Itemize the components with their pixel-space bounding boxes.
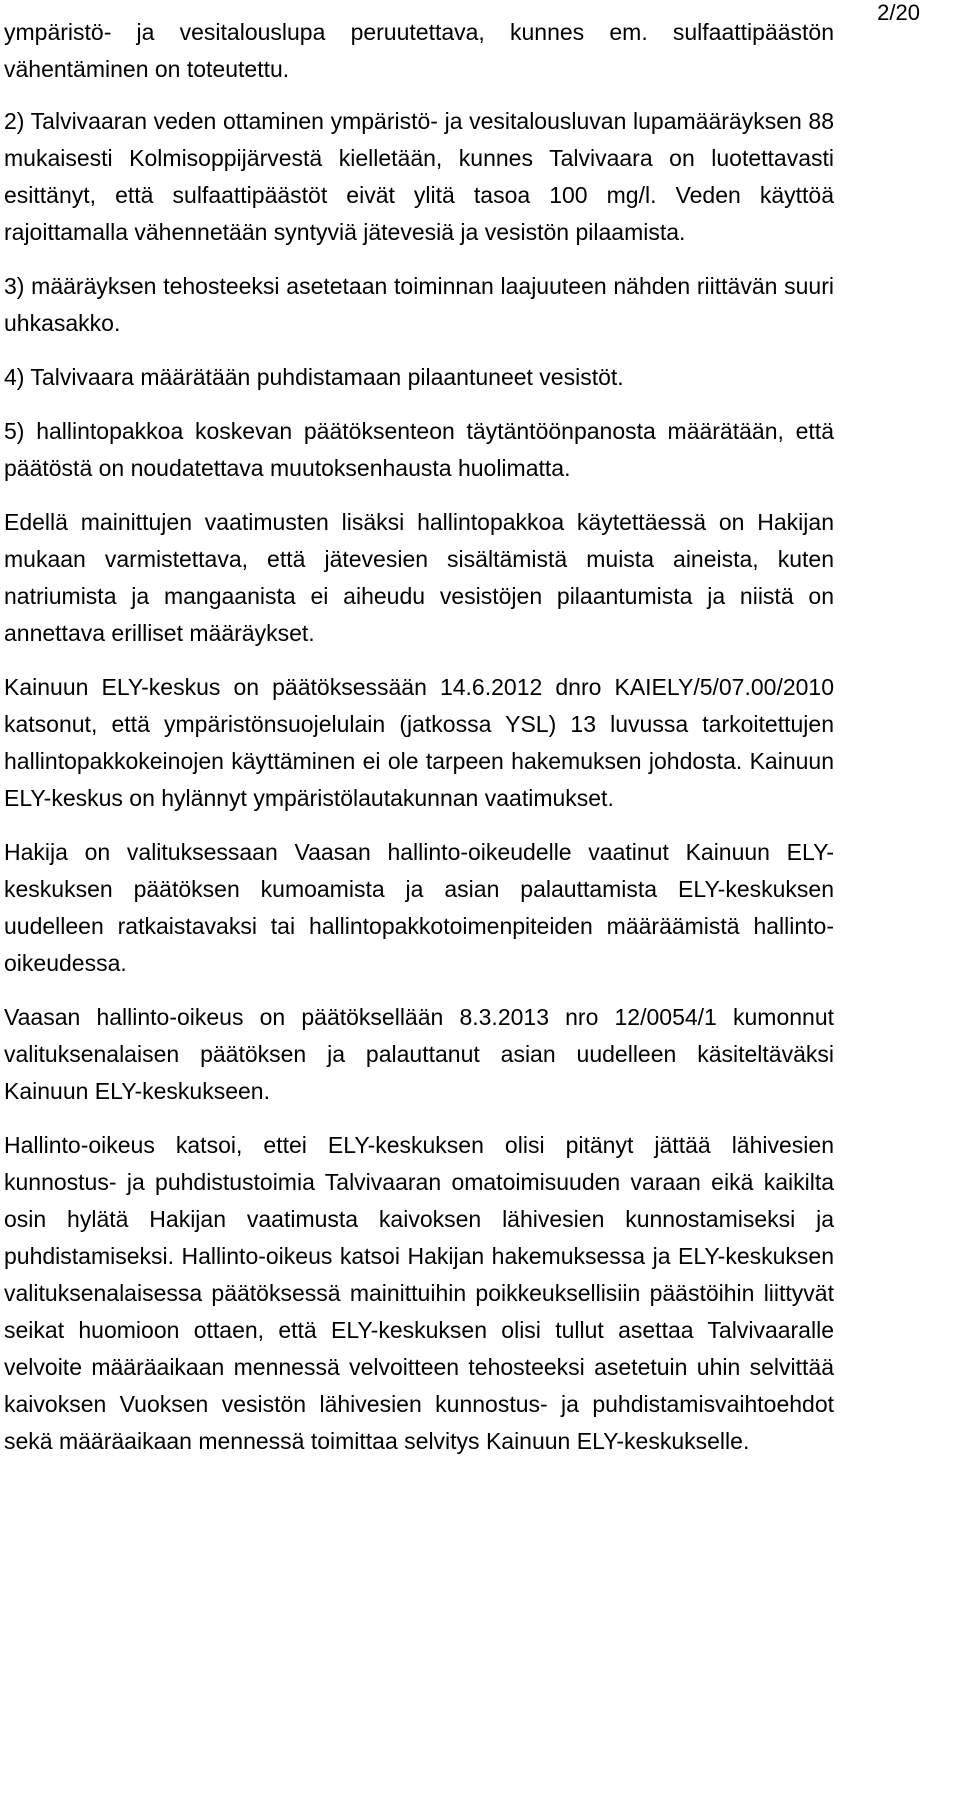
document-body — [4, 14, 834, 1460]
paragraph-lupa-continuation: ympäristö- ja vesitalouslupa peruutettava, kunnes em. sulfaattipäästön vähentäminen on toteutettu. — [4, 19, 834, 82]
paragraph-item-2: 2) Talvivaaran veden ottaminen ympäristö- ja vesitalousluvan lupamääräyksen 88 mukaisesti Kolmisoppijärvestä kielletään, kunnes Talvivaara on luotettavasti esittänyt, että sulfaattipäästöt eivät ylitä tasoa 100 mg/l. Veden käyttöä rajoittamalla vähennetään syntyviä jätevesiä ja vesistön pilaamista. — [4, 108, 834, 245]
paragraph-court-decision: Vaasan hallinto-oikeus on päätöksellään 8.3.2013 nro 12/0054/1 kumonnut valituksenalaisen päätöksen ja palauttanut asian uudelleen käsiteltäväksi Kainuun ELY-keskukseen. — [4, 1004, 834, 1104]
paragraph-ely-decision: Kainuun ELY-keskus on päätöksessään 14.6.2012 dnro KAIELY/5/07.00/2010 katsonut, että ympäristönsuojelulain (jatkossa YSL) 13 luvussa tarkoitettujen hallintopakkokeinojen käyttäminen ei ole tarpeen hakemuksen johdosta. Kainuun ELY-keskus on hylännyt ympäristölautakunnan vaatimukset. — [4, 674, 834, 811]
paragraph-item-4: 4) Talvivaara määrätään puhdistamaan pilaantuneet vesistöt. — [4, 364, 624, 390]
paragraph-additional-requirements: Edellä mainittujen vaatimusten lisäksi hallintopakkoa käytettäessä on Hakijan mukaan varmistettava, että jätevesien sisältämistä muista aineista, kuten natriumista ja mangaanista ei aiheudu vesistöjen pilaantumista ja niistä on annettava erilliset määräykset. — [4, 509, 834, 646]
paragraph-item-5: 5) hallintopakkoa koskevan päätöksenteon täytäntöönpanosta määrätään, että päätöstä on noudatettava muutoksenhausta huolimatta. — [4, 418, 834, 481]
paragraph-appeal: Hakija on valituksessaan Vaasan hallinto-oikeudelle vaatinut Kainuun ELY-keskuksen päätöksen kumoamista ja asian palauttamista ELY-keskuksen uudelleen ratkaistavaksi tai hallintopakkotoimenpiteiden määräämistä hallinto-oikeudessa. — [4, 839, 834, 976]
page-number: 2/20 — [877, 0, 920, 25]
paragraph-item-3: 3) määräyksen tehosteeksi asetetaan toiminnan laajuuteen nähden riittävän suuri uhkasakko. — [4, 273, 834, 336]
paragraph-court-reasoning: Hallinto-oikeus katsoi, ettei ELY-keskuksen olisi pitänyt jättää lähivesien kunnostus- ja puhdistustoimia Talvivaaran omatoimisuuden varaan eikä kaikilta osin hylätä Hakijan vaatimusta kaivoksen lähivesien kunnostamiseksi ja puhdistamiseksi. Hallinto-oikeus katsoi Hakijan hakemuksessa ja ELY-keskuksen valituksenalaisessa päätöksessä mainittuihin poikkeuksellisiin päästöihin liittyvät seikat huomioon ottaen, että ELY-keskuksen olisi tullut asettaa Talvivaaralle velvoite määräaikaan mennessä velvoitteen tehosteeksi asetetuin uhin selvittää kaivoksen Vuoksen vesistön lähivesien kunnostus- ja puhdistamisvaihtoehdot sekä määräaikaan mennessä toimittaa selvitys Kainuun ELY-keskukselle. — [4, 1132, 834, 1454]
